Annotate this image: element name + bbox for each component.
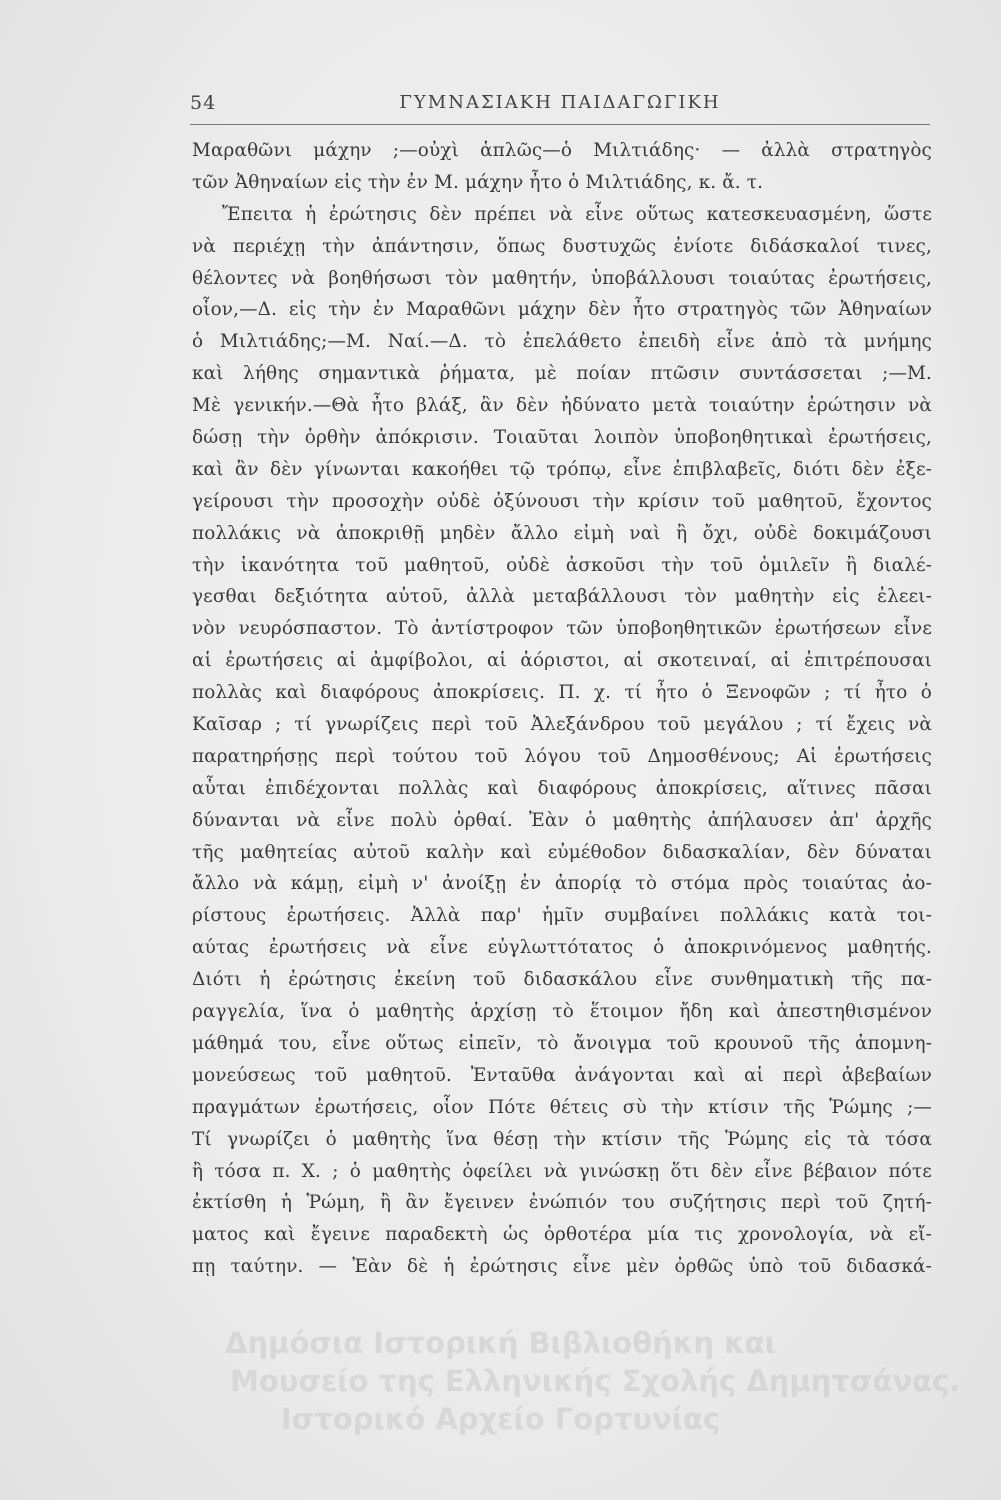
text-line: Τί γνωρίζει ὁ μαθητὴς ἵνα θέσῃ τὴν κτίσιν τῆς Ῥώμης εἰς τὰ τόσα [192,1128,932,1150]
running-title: ΓΥΜΝΑΣΙΑΚΗ ΠΑΙΔΑΓΩΓΙΚΗ [399,92,721,113]
text-line: νὸν νευρόσπαστον. Τὸ ἀντίστροφον τῶν ὑποβοηθητικῶν ἐρωτήσεων εἶνε [192,618,932,640]
watermark-line: Μουσείο της Ελληνικής Σχολής Δημητσάνας. [230,1364,961,1398]
text-line: ρίστους ἐρωτήσεις. Ἀλλὰ παρ' ἡμῖν συμβαίνει πολλάκις κατὰ τοι- [192,905,932,927]
text-line: τῆς μαθητείας αὐτοῦ καλὴν καὶ εὐμέθοδον διδασκαλίαν, δὲν δύναται [192,841,932,863]
text-line: ὁ Μιλτιάδης;—Μ. Ναί.—Δ. τὸ ἐπελάθετο ἐπειδὴ εἶνε ἀπὸ τὰ μνήμης [192,331,932,353]
text-line: ραγγελία, ἵνα ὁ μαθητὴς ἀρχίσῃ τὸ ἕτοιμον ἤδη καὶ ἀπεστηθισμένον [192,1001,932,1023]
text-line: ἐκτίσθη ἡ Ῥώμη, ἢ ἂν ἔγεινεν ἐνώπιόν του συζήτησις περὶ τοῦ ζητή- [192,1192,932,1214]
text-line: Μαραθῶνι μάχην ;—οὐχὶ ἁπλῶς—ὁ Μιλτιάδης· — ἀλλὰ στρατηγὸς [192,140,932,161]
text-line: πολλὰς καὶ διαφόρους ἀποκρίσεις. Π. χ. τί ἦτο ὁ Ξενοφῶν ; τί ἦτο ὁ [192,682,932,704]
text-line: πραγμάτων ἐρωτήσεις, οἷον Πότε θέτεις σὺ τὴν κτίσιν τῆς Ῥώμης ;— [192,1096,932,1118]
text-line: αὗται ἐπιδέχονται πολλὰς καὶ διαφόρους ἀποκρίσεις, αἵτινες πᾶσαι [192,777,932,799]
watermark-line: Δημόσια Ιστορική Βιβλιοθήκη και [225,1326,776,1360]
text-line: γείρουσι τὴν προσοχὴν οὐδὲ ὀξύνουσι τὴν κρίσιν τοῦ μαθητοῦ, ἔχοντος [192,490,932,512]
text-line [192,1283,932,1315]
text-line: καὶ λήθης σημαντικὰ ῥήματα, μὲ ποίαν πτῶσιν συντάσσεται ;—Μ. [192,363,932,385]
body-text [192,135,932,1315]
text-line: δύνανται νὰ εἶνε πολὺ ὀρθαί. Ἐὰν ὁ μαθητὴς ἀπήλαυσεν ἀπ' ἀρχῆς [192,809,932,831]
text-line: θέλοντες νὰ βοηθήσωσι τὸν μαθητήν, ὑποβάλλουσι τοιαύτας ἐρωτήσεις, [192,267,932,289]
text-line: ἢ τόσα π. Χ. ; ὁ μαθητὴς ὀφείλει νὰ γινώσκῃ ὅτι δὲν εἶνε βέβαιον πότε [192,1160,932,1182]
page-number: 54 [190,92,217,114]
text-line: δώσῃ τὴν ὀρθὴν ἀπόκρισιν. Τοιαῦται λοιπὸν ὑποβοηθητικαὶ ἐρωτήσεις, [192,427,932,449]
text-line: παρατηρήσῃς περὶ τούτου τοῦ λόγου τοῦ Δημοσθένους; Αἱ ἐρωτήσεις [192,745,932,767]
text-line: οἷον,—Δ. εἰς τὴν ἐν Μαραθῶνι μάχην δὲν ἦτο στρατηγὸς τῶν Ἀθηναίων [192,299,932,321]
text-line: ματος καὶ ἔγεινε παραδεκτὴ ὡς ὀρθοτέρα μία τις χρονολογία, νὰ εἴ- [192,1224,932,1246]
text-line: τῶν Ἀθηναίων εἰς τὴν ἐν Μ. μάχην ἦτο ὁ Μιλτιάδης, κ. ἄ. τ. [192,171,764,193]
text-line: νὰ περιέχῃ τὴν ἀπάντησιν, ὅπως δυστυχῶς ἐνίοτε διδάσκαλοί τινες, [192,235,932,257]
text-line: Ἔπειτα ἡ ἐρώτησις δὲν πρέπει νὰ εἶνε οὕτως κατεσκευασμένη, ὥστε [222,203,932,225]
text-line: Καῖσαρ ; τί γνωρίζεις περὶ τοῦ Ἀλεξάνδρου τοῦ μεγάλου ; τί ἔχεις νὰ [192,714,932,736]
page-header [190,92,930,122]
text-line: αἱ ἐρωτήσεις αἱ ἀμφίβολοι, αἱ ἀόριστοι, αἱ σκοτειναί, αἱ ἐπιτρέπουσαι [192,650,932,672]
text-line: μονεύσεως τοῦ μαθητοῦ. Ἐνταῦθα ἀνάγονται καὶ αἱ περὶ ἀβεβαίων [192,1064,932,1086]
text-line: καὶ ἂν δὲν γίνωνται κακοήθει τῷ τρόπῳ, εἶνε ἐπιβλαβεῖς, διότι δὲν ἐξε- [192,458,932,480]
text-line: μάθημά του, εἶνε οὕτως εἰπεῖν, τὸ ἄνοιγμα τοῦ κρουνοῦ τῆς ἀπομνη- [192,1032,932,1054]
watermark-line: Ιστορικό Αρχείο Γορτυνίας [280,1402,721,1436]
text-line: πολλάκις νὰ ἀποκριθῇ μηδὲν ἄλλο εἰμὴ ναὶ ἢ ὄχι, οὐδὲ δοκιμάζουσι [192,522,932,544]
text-line: πῃ ταύτην. — Ἐὰν δὲ ἡ ἐρώτησις εἶνε μὲν ὀρθῶς ὑπὸ τοῦ διδασκά- [192,1256,932,1278]
text-line: Μὲ γενικήν.—Θὰ ἦτο βλάξ, ἂν δὲν ἠδύνατο μετὰ τοιαύτην ἐρώτησιν νὰ [192,395,932,417]
text-line: αύτας ἐρωτήσεις νὰ εἶνε εὐγλωττότατος ὁ ἀποκρινόμενος μαθητής. [192,937,932,959]
text-line: Διότι ἡ ἐρώτησις ἐκείνη τοῦ διδασκάλου εἶνε συνθηματικὴ τῆς πα- [192,969,932,991]
text-line: γεσθαι δεξιότητα αὐτοῦ, ἀλλὰ μεταβάλλουσι τὸν μαθητὴν εἰς ἐλεει- [192,586,932,608]
header-rule [190,124,930,125]
text-line: τὴν ἱκανότητα τοῦ μαθητοῦ, οὐδὲ ἀσκοῦσι τὴν τοῦ ὁμιλεῖν ἢ διαλέ- [192,554,932,576]
text-line: ἄλλο νὰ κάμῃ, εἰμὴ ν' ἀνοίξῃ ἐν ἀπορίᾳ τὸ στόμα πρὸς τοιαύτας ἀο- [192,873,932,895]
